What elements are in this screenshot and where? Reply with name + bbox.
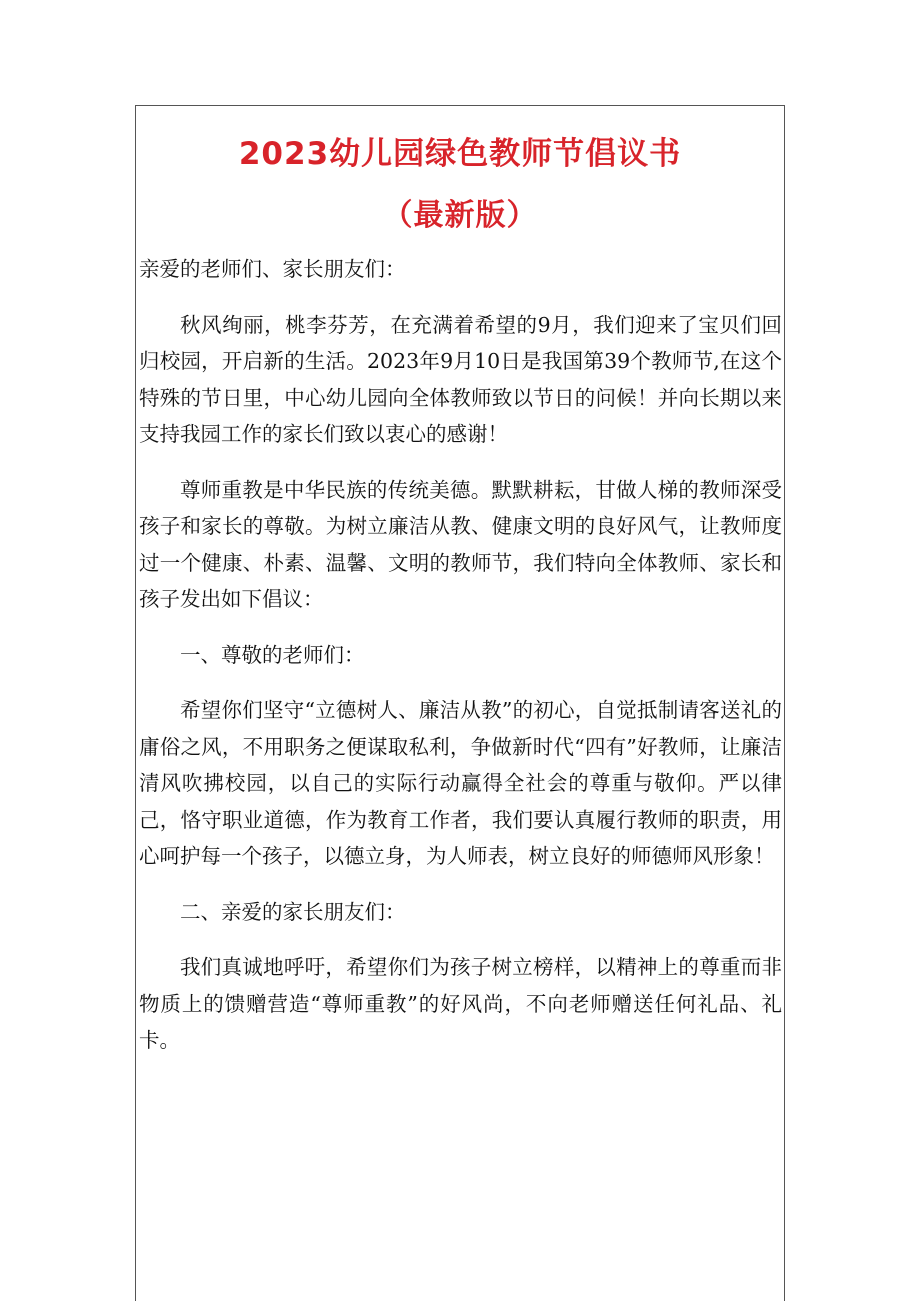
document-title: 2023幼儿园绿色教师节倡议书: [238, 136, 682, 172]
greeting: 亲爱的老师们、家长朋友们：: [139, 257, 406, 281]
document-subtitle: （最新版）: [382, 198, 538, 233]
section-heading-parents: 二、亲爱的家长朋友们：: [180, 899, 406, 924]
document-body: [139, 251, 782, 1078]
section-heading-teachers: 一、尊敬的老师们：: [180, 642, 365, 667]
paragraph-parents: 我们真诚地呼吁，希望你们为孩子树立榜样，以精神上的尊重而非物质上的馈赠营造“尊师重教”的好风尚，不向老师赠送任何礼品、礼卡。: [139, 955, 782, 1052]
paragraph-teachers: 希望你们坚守“立德树人、廉洁从教”的初心，自觉抵制请客送礼的庸俗之风，不用职务之便谋取私利，争做新时代“四有”好教师，让廉洁清风吹拂校园，以自己的实际行动赢得全社会的尊重与敬仰。严以律己，恪守职业道德，作为教育工作者，我们要认真履行教师的职责，用心呵护每一个孩子，以德立身，为人师表，树立良好的师德师风形象！: [139, 698, 782, 868]
paragraph-tradition: 尊师重教是中华民族的传统美德。默默耕耘，甘做人梯的教师深受孩子和家长的尊敬。为树立廉洁从教、健康文明的良好风气，让教师度过一个健康、朴素、温馨、文明的教师节，我们特向全体教师、家长和孩子发出如下倡议：: [139, 477, 782, 611]
paragraph-intro: 秋风绚丽，桃李芬芳，在充满着希望的9月，我们迎来了宝贝们回归校园，开启新的生活。2023年9月10日是我国第39个教师节,在这个特殊的节日里，中心幼儿园向全体教师致以节日的问候！并向长期以来支持我园工作的家长们致以衷心的感谢！: [139, 312, 782, 446]
